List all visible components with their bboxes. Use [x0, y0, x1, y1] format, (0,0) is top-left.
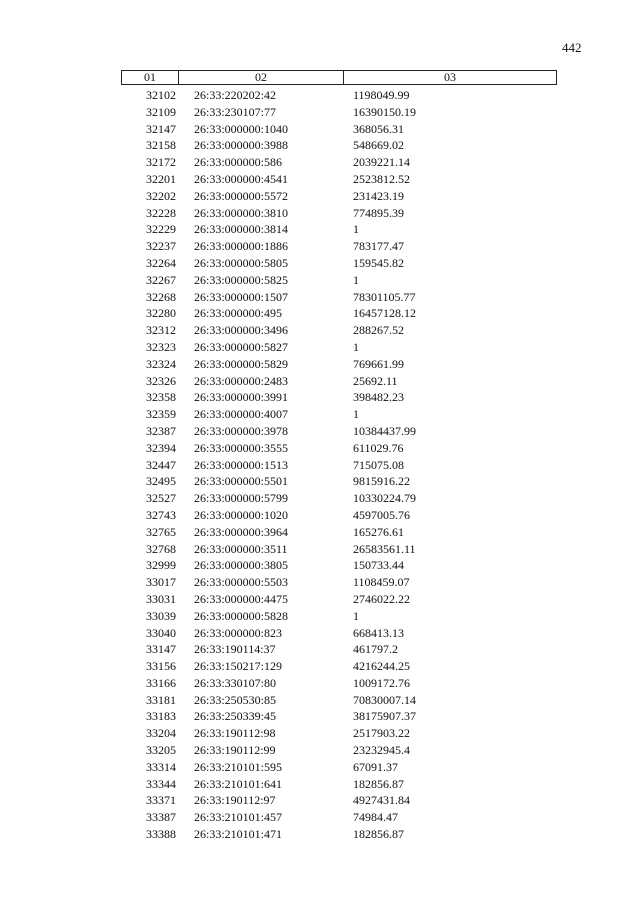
table-row	[121, 137, 557, 154]
row-value: 548669.02	[353, 138, 404, 153]
table-row	[121, 339, 557, 356]
row-code: 33387	[146, 810, 176, 825]
table-row	[121, 87, 557, 104]
row-value: 67091.37	[353, 759, 398, 774]
row-code: 33156	[146, 659, 176, 674]
row-code: 32280	[146, 306, 176, 321]
row-cadastral-number: 26:33:000000:5503	[194, 575, 289, 590]
row-cadastral-number: 26:33:000000:5501	[194, 474, 289, 489]
row-cadastral-number: 26:33:000000:5828	[194, 608, 289, 623]
row-value: 231423.19	[353, 188, 404, 203]
table-row	[121, 608, 557, 625]
row-code: 32312	[146, 323, 176, 338]
table-row	[121, 591, 557, 608]
row-value: 165276.61	[353, 524, 404, 539]
row-code: 32228	[146, 205, 176, 220]
table-row	[121, 305, 557, 322]
row-value: 150733.44	[353, 558, 404, 573]
table-row	[121, 625, 557, 642]
row-cadastral-number: 26:33:220202:42	[194, 88, 277, 102]
table-row	[121, 171, 557, 188]
table-row	[121, 356, 557, 373]
row-cadastral-number: 26:33:000000:3991	[194, 390, 289, 405]
row-code: 32267	[146, 272, 176, 287]
table-row	[121, 221, 557, 238]
row-value: 4216244.25	[353, 659, 410, 674]
table-row	[121, 490, 557, 507]
row-value: 715075.08	[353, 457, 404, 472]
row-code: 32201	[146, 171, 176, 186]
table-row	[121, 641, 557, 658]
row-value: 1	[353, 222, 359, 237]
row-code: 33371	[146, 793, 176, 808]
row-code: 32358	[146, 390, 176, 405]
table-row	[121, 507, 557, 524]
row-value: 1	[353, 272, 359, 287]
row-value: 182856.87	[353, 776, 404, 791]
row-value: 38175907.37	[353, 709, 416, 724]
table-row	[121, 238, 557, 255]
row-code: 32394	[146, 440, 176, 455]
table-row	[121, 154, 557, 171]
row-cadastral-number: 26:33:210101:457	[194, 810, 283, 825]
row-code: 33147	[146, 642, 176, 657]
row-cadastral-number: 26:33:000000:3814	[194, 222, 289, 237]
row-cadastral-number: 26:33:000000:5827	[194, 339, 289, 354]
row-code: 33166	[146, 675, 176, 690]
row-code: 32359	[146, 407, 176, 422]
row-code: 32237	[146, 239, 176, 254]
table-row	[121, 557, 557, 574]
row-code: 32527	[146, 491, 176, 506]
table-header	[121, 70, 557, 85]
row-cadastral-number: 26:33:000000:3810	[194, 205, 289, 220]
row-cadastral-number: 26:33:000000:1886	[194, 239, 289, 254]
table-row	[121, 289, 557, 306]
row-code: 32495	[146, 474, 176, 489]
row-cadastral-number: 26:33:250339:45	[194, 709, 277, 724]
row-cadastral-number: 26:33:000000:1020	[194, 507, 289, 522]
table-row	[121, 776, 557, 793]
row-cadastral-number: 26:33:000000:3978	[194, 423, 289, 438]
row-code: 32387	[146, 423, 176, 438]
row-code: 32999	[146, 558, 176, 573]
row-code: 32743	[146, 507, 176, 522]
row-cadastral-number: 26:33:250530:85	[194, 692, 277, 707]
column-header-02: 02	[179, 71, 344, 84]
row-cadastral-number: 26:33:210101:595	[194, 759, 283, 774]
row-value: 2517903.22	[353, 726, 410, 741]
row-cadastral-number: 26:33:210101:471	[194, 827, 283, 842]
row-value: 461797.2	[353, 642, 398, 657]
row-value: 1198049.99	[353, 88, 410, 102]
row-code: 33183	[146, 709, 176, 724]
table-row	[121, 322, 557, 339]
row-code: 33181	[146, 692, 176, 707]
row-value: 9815916.22	[353, 474, 410, 489]
row-value: 182856.87	[353, 827, 404, 842]
row-code: 33204	[146, 726, 176, 741]
table-row	[121, 272, 557, 289]
row-value: 1108459.07	[353, 575, 410, 590]
row-code: 32324	[146, 356, 176, 371]
row-code: 32172	[146, 155, 176, 170]
row-value: 288267.52	[353, 323, 404, 338]
row-cadastral-number: 26:33:000000:1513	[194, 457, 289, 472]
table-row	[121, 742, 557, 759]
table-row	[121, 423, 557, 440]
row-cadastral-number: 26:33:150217:129	[194, 659, 283, 674]
row-value: 25692.11	[353, 373, 398, 388]
row-code: 33344	[146, 776, 176, 791]
table-row	[121, 104, 557, 121]
table-row	[121, 658, 557, 675]
row-code: 33205	[146, 743, 176, 758]
row-value: 2523812.52	[353, 171, 410, 186]
table-row	[121, 373, 557, 390]
row-code: 32326	[146, 373, 176, 388]
row-value: 1	[353, 407, 359, 422]
table-row	[121, 406, 557, 423]
row-value: 16457128.12	[353, 306, 416, 321]
table-row	[121, 389, 557, 406]
row-cadastral-number: 26:33:000000:4475	[194, 591, 289, 606]
row-value: 398482.23	[353, 390, 404, 405]
table-row	[121, 121, 557, 138]
row-cadastral-number: 26:33:000000:495	[194, 306, 283, 321]
table-body	[121, 87, 557, 843]
row-value: 368056.31	[353, 121, 404, 136]
table-row	[121, 725, 557, 742]
row-code: 32447	[146, 457, 176, 472]
column-header-03: 03	[444, 70, 456, 84]
row-cadastral-number: 26:33:000000:5825	[194, 272, 289, 287]
table-row	[121, 457, 557, 474]
row-cadastral-number: 26:33:190112:99	[194, 743, 276, 758]
column-header-01: 01	[122, 71, 179, 84]
table-row	[121, 675, 557, 692]
row-code: 33017	[146, 575, 176, 590]
row-cadastral-number: 26:33:000000:3555	[194, 440, 289, 455]
row-value: 2039221.14	[353, 155, 410, 170]
row-code: 33040	[146, 625, 176, 640]
table-row	[121, 574, 557, 591]
row-code: 32268	[146, 289, 176, 304]
row-code: 33031	[146, 591, 176, 606]
row-cadastral-number: 26:33:190112:97	[194, 793, 276, 808]
row-code: 32768	[146, 541, 176, 556]
row-value: 4927431.84	[353, 793, 410, 808]
row-code: 32202	[146, 188, 176, 203]
row-cadastral-number: 26:33:190114:37	[194, 642, 276, 657]
row-cadastral-number: 26:33:000000:3805	[194, 558, 289, 573]
row-cadastral-number: 26:33:000000:586	[194, 155, 283, 170]
row-code: 32229	[146, 222, 176, 237]
row-code: 32147	[146, 121, 176, 136]
row-cadastral-number: 26:33:000000:1507	[194, 289, 289, 304]
row-cadastral-number: 26:33:000000:4541	[194, 171, 289, 186]
row-code: 32264	[146, 255, 176, 270]
row-value: 1009172.76	[353, 675, 410, 690]
row-cadastral-number: 26:33:000000:5829	[194, 356, 289, 371]
row-cadastral-number: 26:33:000000:5799	[194, 491, 289, 506]
row-value: 774895.39	[353, 205, 404, 220]
row-cadastral-number: 26:33:000000:823	[194, 625, 283, 640]
table-row	[121, 440, 557, 457]
row-cadastral-number: 26:33:000000:2483	[194, 373, 289, 388]
row-value: 1	[353, 608, 359, 623]
row-cadastral-number: 26:33:000000:3511	[194, 541, 288, 556]
row-value: 668413.13	[353, 625, 404, 640]
row-cadastral-number: 26:33:230107:77	[194, 104, 277, 119]
row-cadastral-number: 26:33:330107:80	[194, 675, 277, 690]
row-cadastral-number: 26:33:000000:1040	[194, 121, 289, 136]
row-value: 70830007.14	[353, 692, 416, 707]
table-row	[121, 473, 557, 490]
table-row	[121, 541, 557, 558]
row-code: 32323	[146, 339, 176, 354]
table-row	[121, 692, 557, 709]
row-value: 10384437.99	[353, 423, 416, 438]
row-value: 74984.47	[353, 810, 398, 825]
table-row	[121, 205, 557, 222]
row-value: 1	[353, 339, 359, 354]
row-value: 26583561.11	[353, 541, 416, 556]
table-row	[121, 524, 557, 541]
row-cadastral-number: 26:33:000000:3496	[194, 323, 289, 338]
row-cadastral-number: 26:33:210101:641	[194, 776, 283, 791]
row-code: 33388	[146, 827, 176, 842]
row-value: 10330224.79	[353, 491, 416, 506]
row-cadastral-number: 26:33:000000:4007	[194, 407, 289, 422]
row-value: 23232945.4	[353, 743, 410, 758]
row-code: 32102	[146, 88, 176, 102]
row-value: 769661.99	[353, 356, 404, 371]
table-row	[121, 255, 557, 272]
table-row	[121, 759, 557, 776]
table-row	[121, 792, 557, 809]
table-row	[121, 188, 557, 205]
row-code: 32109	[146, 104, 176, 119]
row-cadastral-number: 26:33:000000:3988	[194, 138, 289, 153]
row-code: 32158	[146, 138, 176, 153]
row-value: 16390150.19	[353, 104, 416, 119]
row-value: 783177.47	[353, 239, 404, 254]
row-value: 2746022.22	[353, 591, 410, 606]
row-cadastral-number: 26:33:000000:3964	[194, 524, 289, 539]
row-cadastral-number: 26:33:000000:5572	[194, 188, 289, 203]
table-row	[121, 826, 557, 843]
row-value: 159545.82	[353, 255, 404, 270]
row-cadastral-number: 26:33:000000:5805	[194, 255, 289, 270]
row-value: 78301105.77	[353, 289, 416, 304]
page-number: 442	[562, 40, 582, 55]
row-cadastral-number: 26:33:190112:98	[194, 726, 276, 741]
row-value: 611029.76	[353, 440, 404, 455]
row-value: 4597005.76	[353, 507, 410, 522]
table-row	[121, 809, 557, 826]
row-code: 32765	[146, 524, 176, 539]
row-code: 33039	[146, 608, 176, 623]
row-code: 33314	[146, 759, 176, 774]
table-row	[121, 708, 557, 725]
